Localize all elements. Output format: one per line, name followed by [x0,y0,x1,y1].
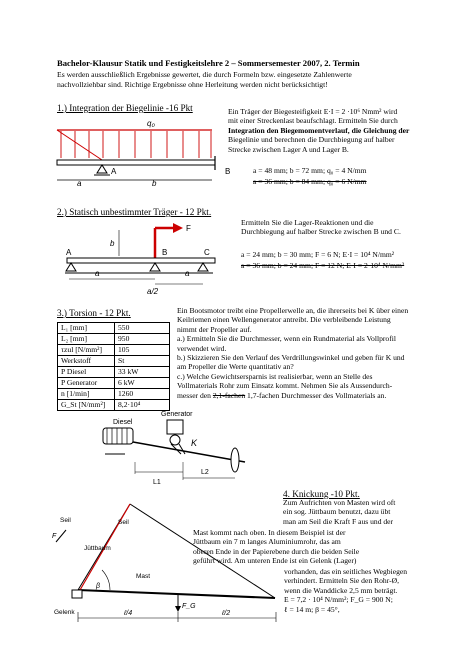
diesel-label: Diesel [113,419,133,426]
label-L1: L1 [153,479,161,486]
mast-figure [50,498,290,623]
FG-label: F_G [182,603,196,610]
q0-label: q₀ [147,119,155,128]
s4-f-line-2: Jüttbaum ein 7 m langes Aluminiumrohr, das am [193,537,341,547]
s3-line-2: Keilriemen einen Wellengenerator antreibt. Die verbleibende Leistung [177,315,391,325]
s2-line-1: Ermitteln Sie die Lager-Reaktionen und die [241,218,374,227]
beam-1 [57,160,215,165]
s3-line-8: c.) Welche Gewichtsersparnis ist realisierbar, wenn an Stelle des [177,371,373,381]
label-a2: a [95,269,100,278]
table-row [58,323,170,334]
generator-box [167,420,183,434]
table-cell: 6 kW [115,378,170,389]
seil-right [130,504,275,598]
table-cell: G_St [N/mm²] [58,400,115,411]
label-B2: B [162,248,168,257]
label-b2: b [110,239,115,248]
table-cell: τzul [N/mm²] [58,345,115,356]
s2-values-struck: a = 36 mm; b = 24 mm; F = 12 N; E·I = 2·10⁴ N/mm² [241,261,405,270]
s4-b-line-3: wenn die Wanddicke 2,5 mm beträgt. [284,585,398,595]
label-b: b [152,179,157,188]
shaft [133,442,245,462]
s3-line-9: Vollmaterials Rohr zum Einsatz kommt. Nehmen Sie als Aussendurch- [177,381,393,391]
table-cell: 550 [115,323,170,334]
table-cell: 105 [115,345,170,356]
section-2-text [241,218,401,237]
s3-line-7: am Propeller die Werte quantitativ an? [177,362,294,372]
s4-f-line-4: geführt wird. Am unteren Ende ist ein Gelenk (Lager) [193,556,357,566]
s4-bottom-text [284,567,407,614]
beam-figure-1 [57,118,231,188]
s4-f-line-1: Mast kommt nach oben. In diesem Beispiel ist der [193,528,346,537]
l2-label: ℓ/2 [222,610,231,617]
propeller [231,448,239,472]
page-title: Bachelor-Klausur Statik und Festigkeitslehre 2 – Sommersemester 2007, 2. Termin [57,58,360,68]
label-K: K [191,438,198,448]
label-A: A [111,167,117,176]
s4-b-line-2: verhindert. Ermitteln Sie den Rohr-Ø, [284,576,399,586]
intro-line-2: nachvollziehbar sind. Richtige Ergebnisse ohne Herleitung werden nicht berücksichtigt! [57,80,328,89]
table-cell: P Diesel [58,367,115,378]
juettbaum-label: Jüttbaum [84,545,111,552]
s3-line-5: verwendet wird. [177,343,227,353]
l4-label: ℓ/4 [124,610,133,617]
s1-values-struck: a = 36 mm; b = 84 mm; q₀ = 6 N/mm [253,177,367,186]
force-arrow [173,223,183,233]
beam-2 [67,258,215,263]
s3-last-struck: 2,1-fachen [212,390,246,400]
s1-values: a = 48 mm; b = 72 mm; q₀ = 4 N/mm [253,166,367,175]
load-arrows [61,131,211,158]
s4-b-line-1: vorhanden, das ein seitliches Wegbiegen [284,567,408,576]
table-cell: L₂ [mm] [58,334,115,345]
s3-line-1: Ein Bootsmotor treibt eine Propellerwelle an, die ihrerseits bei K über einen [177,306,409,315]
seil-label-2: Seil [118,519,129,526]
mast [78,590,275,598]
label-F: F [186,224,191,233]
s3-line-4: a.) Ermitteln Sie die Durchmesser, wenn ein Rundmaterial als Vollprofil [177,334,396,344]
table-row [58,389,170,400]
s3-last-post: 1,7-fachen Durchmesser des Vollmaterials an. [245,390,387,400]
s4-r-line-3: man am Seil die Kraft F aus und der [283,516,394,526]
beam-figure-2 [65,222,225,297]
s1-line-1: Ein Träger der Biegesteifigkeit E·I = 2 ·10⁶ Nmm² wird [228,107,398,116]
diesel-engine [103,428,133,444]
table-row [58,334,170,345]
s3-last-pre: messer den [177,390,213,400]
section-1-title: 1.) Integration der Biegelinie -16 Pkt [57,103,193,113]
intro-line-1: Es werden ausschließlich Ergebnisse gewertet, die durch Formeln bzw. eingesetzte Zahlenwerte [57,70,352,79]
label-B: B [225,167,231,176]
table-cell: n [1/min] [58,389,115,400]
generator-label: Generator [161,411,193,418]
label-a-right: a [185,269,190,278]
s3-line-3: nimmt der Propeller auf. [177,324,252,334]
table-cell: 1260 [115,389,170,400]
table-cell: P Generator [58,378,115,389]
table-row [58,345,170,356]
s3-line-10 [177,391,408,400]
table-cell: 33 kW [115,367,170,378]
support-a [97,165,107,173]
table-cell: St [115,356,170,367]
label-a-half: a/2 [147,287,159,296]
label-C2: C [204,248,210,257]
table-row [58,356,170,367]
table-cell: Werkstoff [58,356,115,367]
table-cell: 950 [115,334,170,345]
F-label: F [52,533,57,540]
table-row [58,367,170,378]
label-A2: A [66,248,72,257]
s4-b-line-4: E = 7,2 · 10⁴ N/mm²; F_G = 900 N; [284,595,393,605]
section-3-title: 3.) Torsion - 12 Pkt. [57,308,131,318]
s3-line-6: b.) Skizzieren Sie den Verlauf des Verdrillungswinkel und geben für K und [177,353,405,363]
section-4-title: 4. Knickung -10 Pkt. [283,489,360,499]
gelenk-label: Gelenk [54,609,75,616]
s1-line-4: Biegelinie und berechnen die Durchbiegung auf halber [228,135,395,145]
table-cell: L₁ [mm] [58,323,115,334]
s4-f-line-3: oberen Ende in der Papierebene durch die beiden Seile [193,546,360,556]
s2-values: a = 24 mm; b = 30 mm; F = 6 N; E·I = 10⁴ N/mm² [241,250,395,259]
boat-engine-figure [95,410,255,495]
parameter-table [57,322,170,411]
label-L2: L2 [201,469,209,476]
s1-line-3: Integration den Biegemomentverlauf, die Gleichung der [228,125,410,135]
label-a: a [77,179,82,188]
s4-b-line-5: ℓ = 14 m; β = 45°, [284,604,340,614]
s4-right-text [283,498,395,526]
s1-line-2: mit einer Streckenlast beaufschlagt. Ermitteln Sie durch [228,116,398,126]
s2-line-2: Durchbiegung auf halber Strecke zwischen B und C. [241,227,401,237]
table-cell: 8,2·10⁴ [115,400,170,411]
table-row [58,400,170,411]
s4-r-line-2: ein sog. Jüttbaum benutzt, dazu übt [283,507,391,517]
section-3-text [177,306,408,400]
section-2-title: 2.) Statisch unbestimmter Träger - 12 Pkt. [57,207,212,217]
s4-r-line-1: Zum Aufrichten von Masten wird oft [283,498,396,507]
s1-line-5: Strecke zwischen Lager A und Lager B. [228,144,349,154]
section-1-text [228,107,409,154]
table-row [58,378,170,389]
seil-label-1: Seil [60,517,71,524]
beta-label: β [96,583,100,590]
mast-label: Mast [136,573,151,580]
